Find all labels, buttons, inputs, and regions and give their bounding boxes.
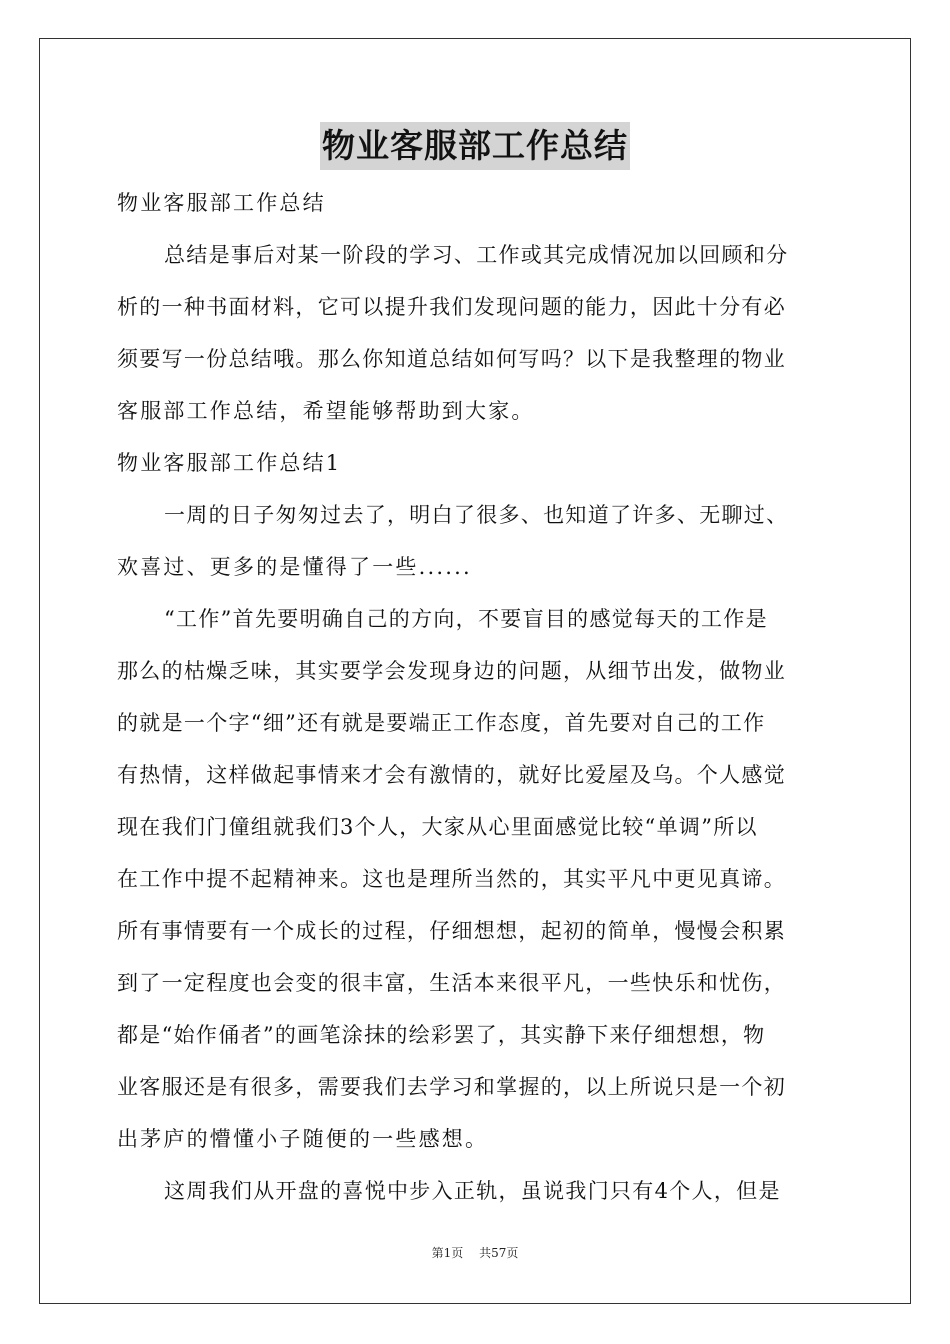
subtitle-line: 物业客服部工作总结 <box>117 191 326 215</box>
section-heading: 物业客服部工作总结1 <box>117 451 342 475</box>
paragraph-line: 到了一定程度也会变的很丰富，生活本来很平凡，一些快乐和忧伤， <box>117 971 786 995</box>
paragraph-line: 这周我们从开盘的喜悦中步入正轨，虽说我门只有4个人，但是 <box>164 1179 781 1203</box>
paragraph-line: 总结是事后对某一阶段的学习、工作或其完成情况加以回顾和分 <box>164 243 789 267</box>
paragraph-line: 客服部工作总结，希望能够帮助到大家。 <box>117 399 535 423</box>
paragraph-line: 业客服还是有很多，需要我们去学习和掌握的，以上所说只是一个初 <box>117 1075 786 1099</box>
paragraph-line: 须要写一份总结哦。那么你知道总结如何写吗？以下是我整理的物业 <box>117 347 786 371</box>
paragraph-line: 所有事情要有一个成长的过程，仔细想想，起初的简单，慢慢会积累 <box>117 919 786 943</box>
paragraph-line: 有热情，这样做起事情来才会有激情的，就好比爱屋及乌。个人感觉 <box>117 763 786 787</box>
document-body <box>117 177 833 1217</box>
document-title <box>0 122 950 170</box>
paragraph-line: “工作”首先要明确自己的方向，不要盲目的感觉每天的工作是 <box>164 607 768 631</box>
paragraph-line: 一周的日子匆匆过去了，明白了很多、也知道了许多、无聊过、 <box>164 503 789 527</box>
paragraph-line: 现在我们门僮组就我们3个人，大家从心里面感觉比较“单调”所以 <box>117 815 758 839</box>
paragraph-line: 都是“始作俑者”的画笔涂抹的绘彩罢了，其实静下来仔细想想，物 <box>117 1023 766 1047</box>
document-title-text: 物业客服部工作总结 <box>320 122 630 170</box>
paragraph-line: 出茅庐的懵懂小子随便的一些感想。 <box>117 1127 489 1151</box>
paragraph-line: 的就是一个字“细”还有就是要端正工作态度，首先要对自己的工作 <box>117 711 766 735</box>
page-total: 共57页 <box>479 1246 519 1260</box>
page-footer <box>0 1244 950 1261</box>
paragraph-line: 在工作中提不起精神来。这也是理所当然的，其实平凡中更见真谛。 <box>117 867 786 891</box>
page-number: 第1页 <box>431 1246 464 1260</box>
paragraph-line: 析的一种书面材料，它可以提升我们发现问题的能力，因此十分有必 <box>117 295 786 319</box>
paragraph-line: 那么的枯燥乏味，其实要学会发现身边的问题，从细节出发，做物业 <box>117 659 786 683</box>
paragraph-line: 欢喜过、更多的是懂得了一些...... <box>117 555 472 579</box>
